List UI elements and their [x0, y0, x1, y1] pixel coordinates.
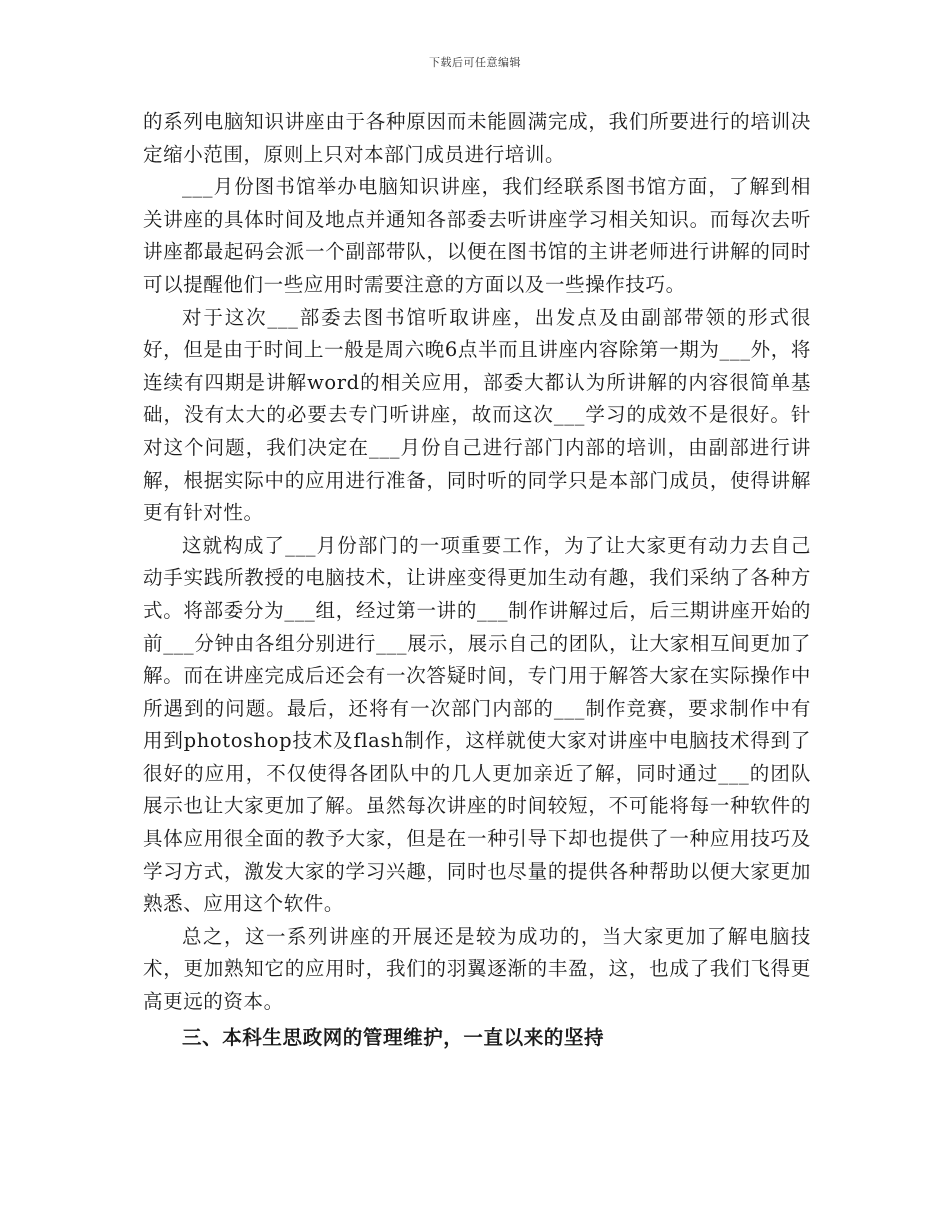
page-header: 下载后可任意编辑 — [429, 56, 521, 69]
section-heading: 三、本科生思政网的管理维护，一直以来的坚持 — [182, 1025, 605, 1049]
paragraph-1: 的系列电脑知识讲座由于各种原因而未能圆满完成，我们所要进行的培训决定缩小范围，原则上只对本部门成员进行培训。 — [143, 110, 811, 166]
paragraph-4: 这就构成了___月份部门的一项重要工作，为了让大家更有动力去自己动手实践所教授的电脑技术，让讲座变得更加生动有趣，我们采纳了各种方式。将部委分为___组，经过第一讲的___制作讲解过后，后三期讲座开始的前___分钟由各组分别进行___展示，展示自己的团队，让大家相互间更加了解。而在讲座完成后还会有一次答疑时间，专门用于解答大家在实际操作中所遇到的问题。最后，还将有一次部门内部的___制作竞赛，要求制作中有用到photoshop技术及flash制作，这样就使大家对讲座中电脑技术得到了很好的应用，不仅使得各团队中的几人更加亲近了解，同时通过___的团队展示也让大家更加了解。虽然每次讲座的时间较短，不可能将每一种软件的具体应用很全面的教予大家，但是在一种引导下却也提供了一种应用技巧及学习方式，激发大家的学习兴趣，同时也尽量的提供各种帮助以便大家更加熟悉、应用这个软件。 — [143, 533, 811, 916]
paragraph-3: 对于这次___部委去图书馆听取讲座，出发点及由副部带领的形式很好，但是由于时间上一般是周六晚6点半而且讲座内容除第一期为___外，将连续有四期是讲解word的相关应用，部委大都认为所讲解的内容很简单基础，没有太大的必要去专门听讲座，故而这次___学习的成效不是很好。针对这个问题，我们决定在___月份自己进行部门内部的培训，由副部进行讲解，根据实际中的应用进行准备，同时听的同学只是本部门成员，使得讲解更有针对性。 — [143, 305, 811, 525]
document-body — [143, 106, 811, 1054]
paragraph-5: 总之，这一系列讲座的开展还是较为成功的，当大家更加了解电脑技术，更加熟知它的应用时，我们的羽翼逐渐的丰盈，这，也成了我们飞得更高更远的资本。 — [143, 924, 811, 1014]
paragraph-2: ___月份图书馆举办电脑知识讲座，我们经联系图书馆方面，了解到相关讲座的具体时间及地点并通知各部委去听讲座学习相关知识。而每次去听讲座都最起码会派一个副部带队，以便在图书馆的主讲老师进行讲解的同时可以提醒他们一些应用时需要注意的方面以及一些操作技巧。 — [143, 175, 811, 296]
